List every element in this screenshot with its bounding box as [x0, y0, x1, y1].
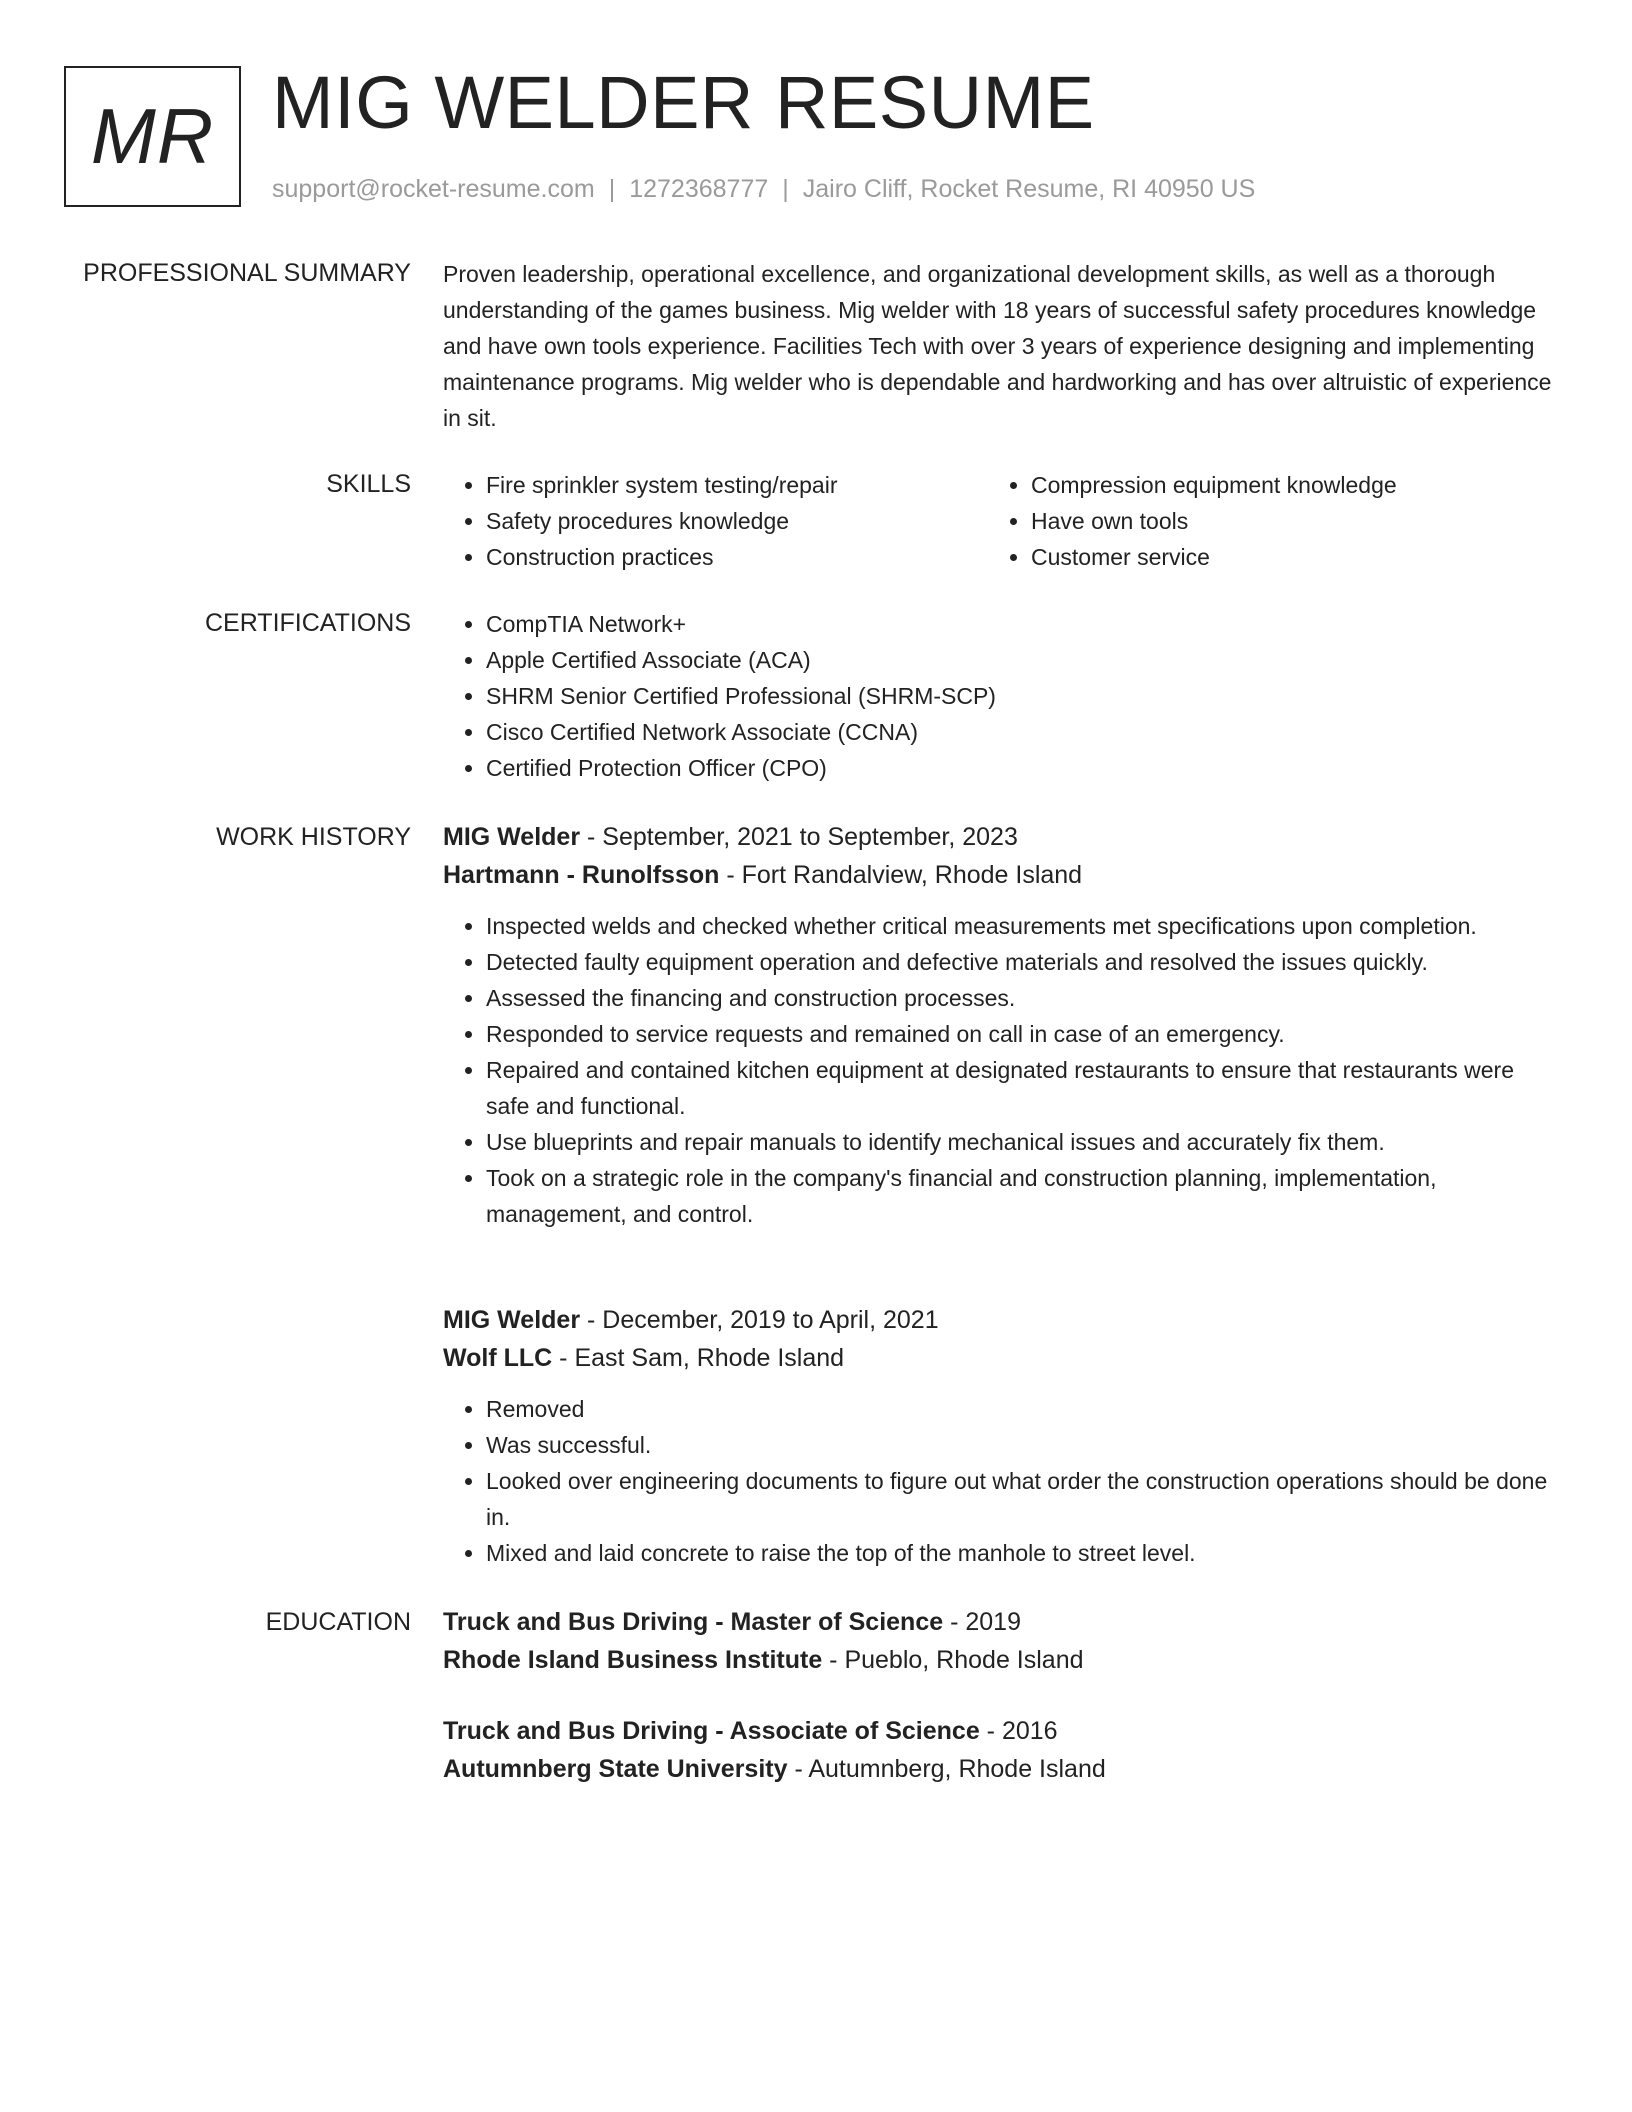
- job-title: MIG Welder: [443, 1306, 581, 1334]
- job-bullet: • Removed: [486, 1391, 1563, 1427]
- education-degree: Truck and Bus Driving - Master of Science: [443, 1608, 944, 1636]
- skill-item: • Safety procedures knowledge: [486, 503, 988, 539]
- education-school: Autumnberg State University: [443, 1755, 788, 1783]
- certifications-section: [443, 606, 1563, 786]
- contact-email[interactable]: support@rocket-resume.com: [272, 175, 595, 203]
- skill-item: • Fire sprinkler system testing/repair: [486, 467, 988, 503]
- job-bullet: • Assessed the financing and construction processes.: [486, 980, 1563, 1016]
- skills-column-left: [443, 467, 988, 575]
- education-location: - Autumnberg, Rhode Island: [787, 1755, 1106, 1783]
- skill-item: • Have own tools: [1031, 503, 1533, 539]
- education-year: - 2019: [943, 1608, 1021, 1636]
- job-location: - Fort Randalview, Rhode Island: [719, 861, 1083, 889]
- section-label-work-history: WORK HISTORY: [216, 823, 411, 851]
- work-history-section: [443, 818, 1563, 1232]
- job-bullet: • Mixed and laid concrete to raise the top of the manhole to street level.: [486, 1535, 1563, 1571]
- job-company: Hartmann - Runolfsson: [443, 861, 720, 889]
- contact-address: Jairo Cliff, Rocket Resume, RI 40950 US: [802, 175, 1256, 203]
- education-degree-line: [443, 1712, 1563, 1750]
- job-company-line: [443, 856, 1563, 894]
- education-location: - Pueblo, Rhode Island: [822, 1646, 1084, 1674]
- education-school: Rhode Island Business Institute: [443, 1646, 823, 1674]
- job-bullet: • Detected faulty equipment operation and defective materials and resolved the issues quickly.: [486, 944, 1563, 980]
- contact-separator: |: [782, 175, 789, 203]
- job-bullet: • Responded to service requests and remained on call in case of an emergency.: [486, 1016, 1563, 1052]
- certification-item: • Cisco Certified Network Associate (CCNA): [486, 714, 1563, 750]
- job-title: MIG Welder: [443, 823, 581, 851]
- contact-phone[interactable]: 1272368777: [629, 175, 769, 203]
- section-label-skills: SKILLS: [326, 470, 411, 498]
- certification-item: • SHRM Senior Certified Professional (SHRM-SCP): [486, 678, 1563, 714]
- job-entry: [443, 818, 1563, 1232]
- job-bullet: • Inspected welds and checked whether critical measurements met specifications upon completion.: [486, 908, 1563, 944]
- education-degree-line: [443, 1603, 1563, 1641]
- skill-item: • Customer service: [1031, 539, 1533, 575]
- job-bullet: • Repaired and contained kitchen equipment at designated restaurants to ensure that restaurants were safe and functional.: [486, 1052, 1563, 1124]
- education-school-line: [443, 1750, 1563, 1788]
- education-degree: Truck and Bus Driving - Associate of Science: [443, 1717, 980, 1745]
- skill-item: • Construction practices: [486, 539, 988, 575]
- job-bullet: • Use blueprints and repair manuals to identify mechanical issues and accurately fix them.: [486, 1124, 1563, 1160]
- job-title-line: [443, 818, 1563, 856]
- skills-column-right: [988, 467, 1533, 575]
- summary-text: Proven leadership, operational excellence, and organizational development skills, as well as a thorough understanding of the games business. Mig welder with 18 years of successful safety procedures knowledge and have own tools experience. Facilities Tech with over 3 years of experience designing and implementing maintenance programs. Mig welder who is dependable and hardworking and has over altruistic of experience in sit.: [443, 261, 1552, 431]
- education-section-2: [443, 1712, 1563, 1788]
- section-label-education: EDUCATION: [265, 1608, 411, 1636]
- education-entry: [443, 1712, 1563, 1788]
- job-bullet: • Looked over engineering documents to figure out what order the construction operations should be done in.: [486, 1463, 1563, 1535]
- job-bullet: • Took on a strategic role in the company's financial and construction planning, implementation, management, and control.: [486, 1160, 1563, 1232]
- resume-title: MIG WELDER RESUME: [272, 61, 1095, 144]
- job-entry: [443, 1301, 1563, 1571]
- work-history-section-2: [443, 1301, 1563, 1571]
- job-dates: - September, 2021 to September, 2023: [580, 823, 1018, 851]
- section-label-summary: PROFESSIONAL SUMMARY: [83, 259, 411, 287]
- summary-section: [443, 256, 1563, 436]
- job-dates: - December, 2019 to April, 2021: [580, 1306, 939, 1334]
- job-title-line: [443, 1301, 1563, 1339]
- education-section: [443, 1603, 1563, 1679]
- skill-item: • Compression equipment knowledge: [1031, 467, 1533, 503]
- contact-separator: |: [608, 175, 616, 203]
- certification-item: • Apple Certified Associate (ACA): [486, 642, 1563, 678]
- contact-line: [272, 172, 1255, 206]
- certification-item: • Certified Protection Officer (CPO): [486, 750, 1563, 786]
- certification-item: • CompTIA Network+: [486, 606, 1563, 642]
- skills-section: [443, 467, 1563, 575]
- monogram-logo: MR: [64, 66, 241, 207]
- section-label-certifications: CERTIFICATIONS: [204, 609, 411, 637]
- job-company-line: [443, 1339, 1563, 1377]
- education-entry: [443, 1603, 1563, 1679]
- job-bullet: • Was successful.: [486, 1427, 1563, 1463]
- education-year: - 2016: [979, 1717, 1058, 1745]
- education-school-line: [443, 1641, 1563, 1679]
- job-location: - East Sam, Rhode Island: [552, 1344, 845, 1372]
- job-company: Wolf LLC: [443, 1344, 553, 1372]
